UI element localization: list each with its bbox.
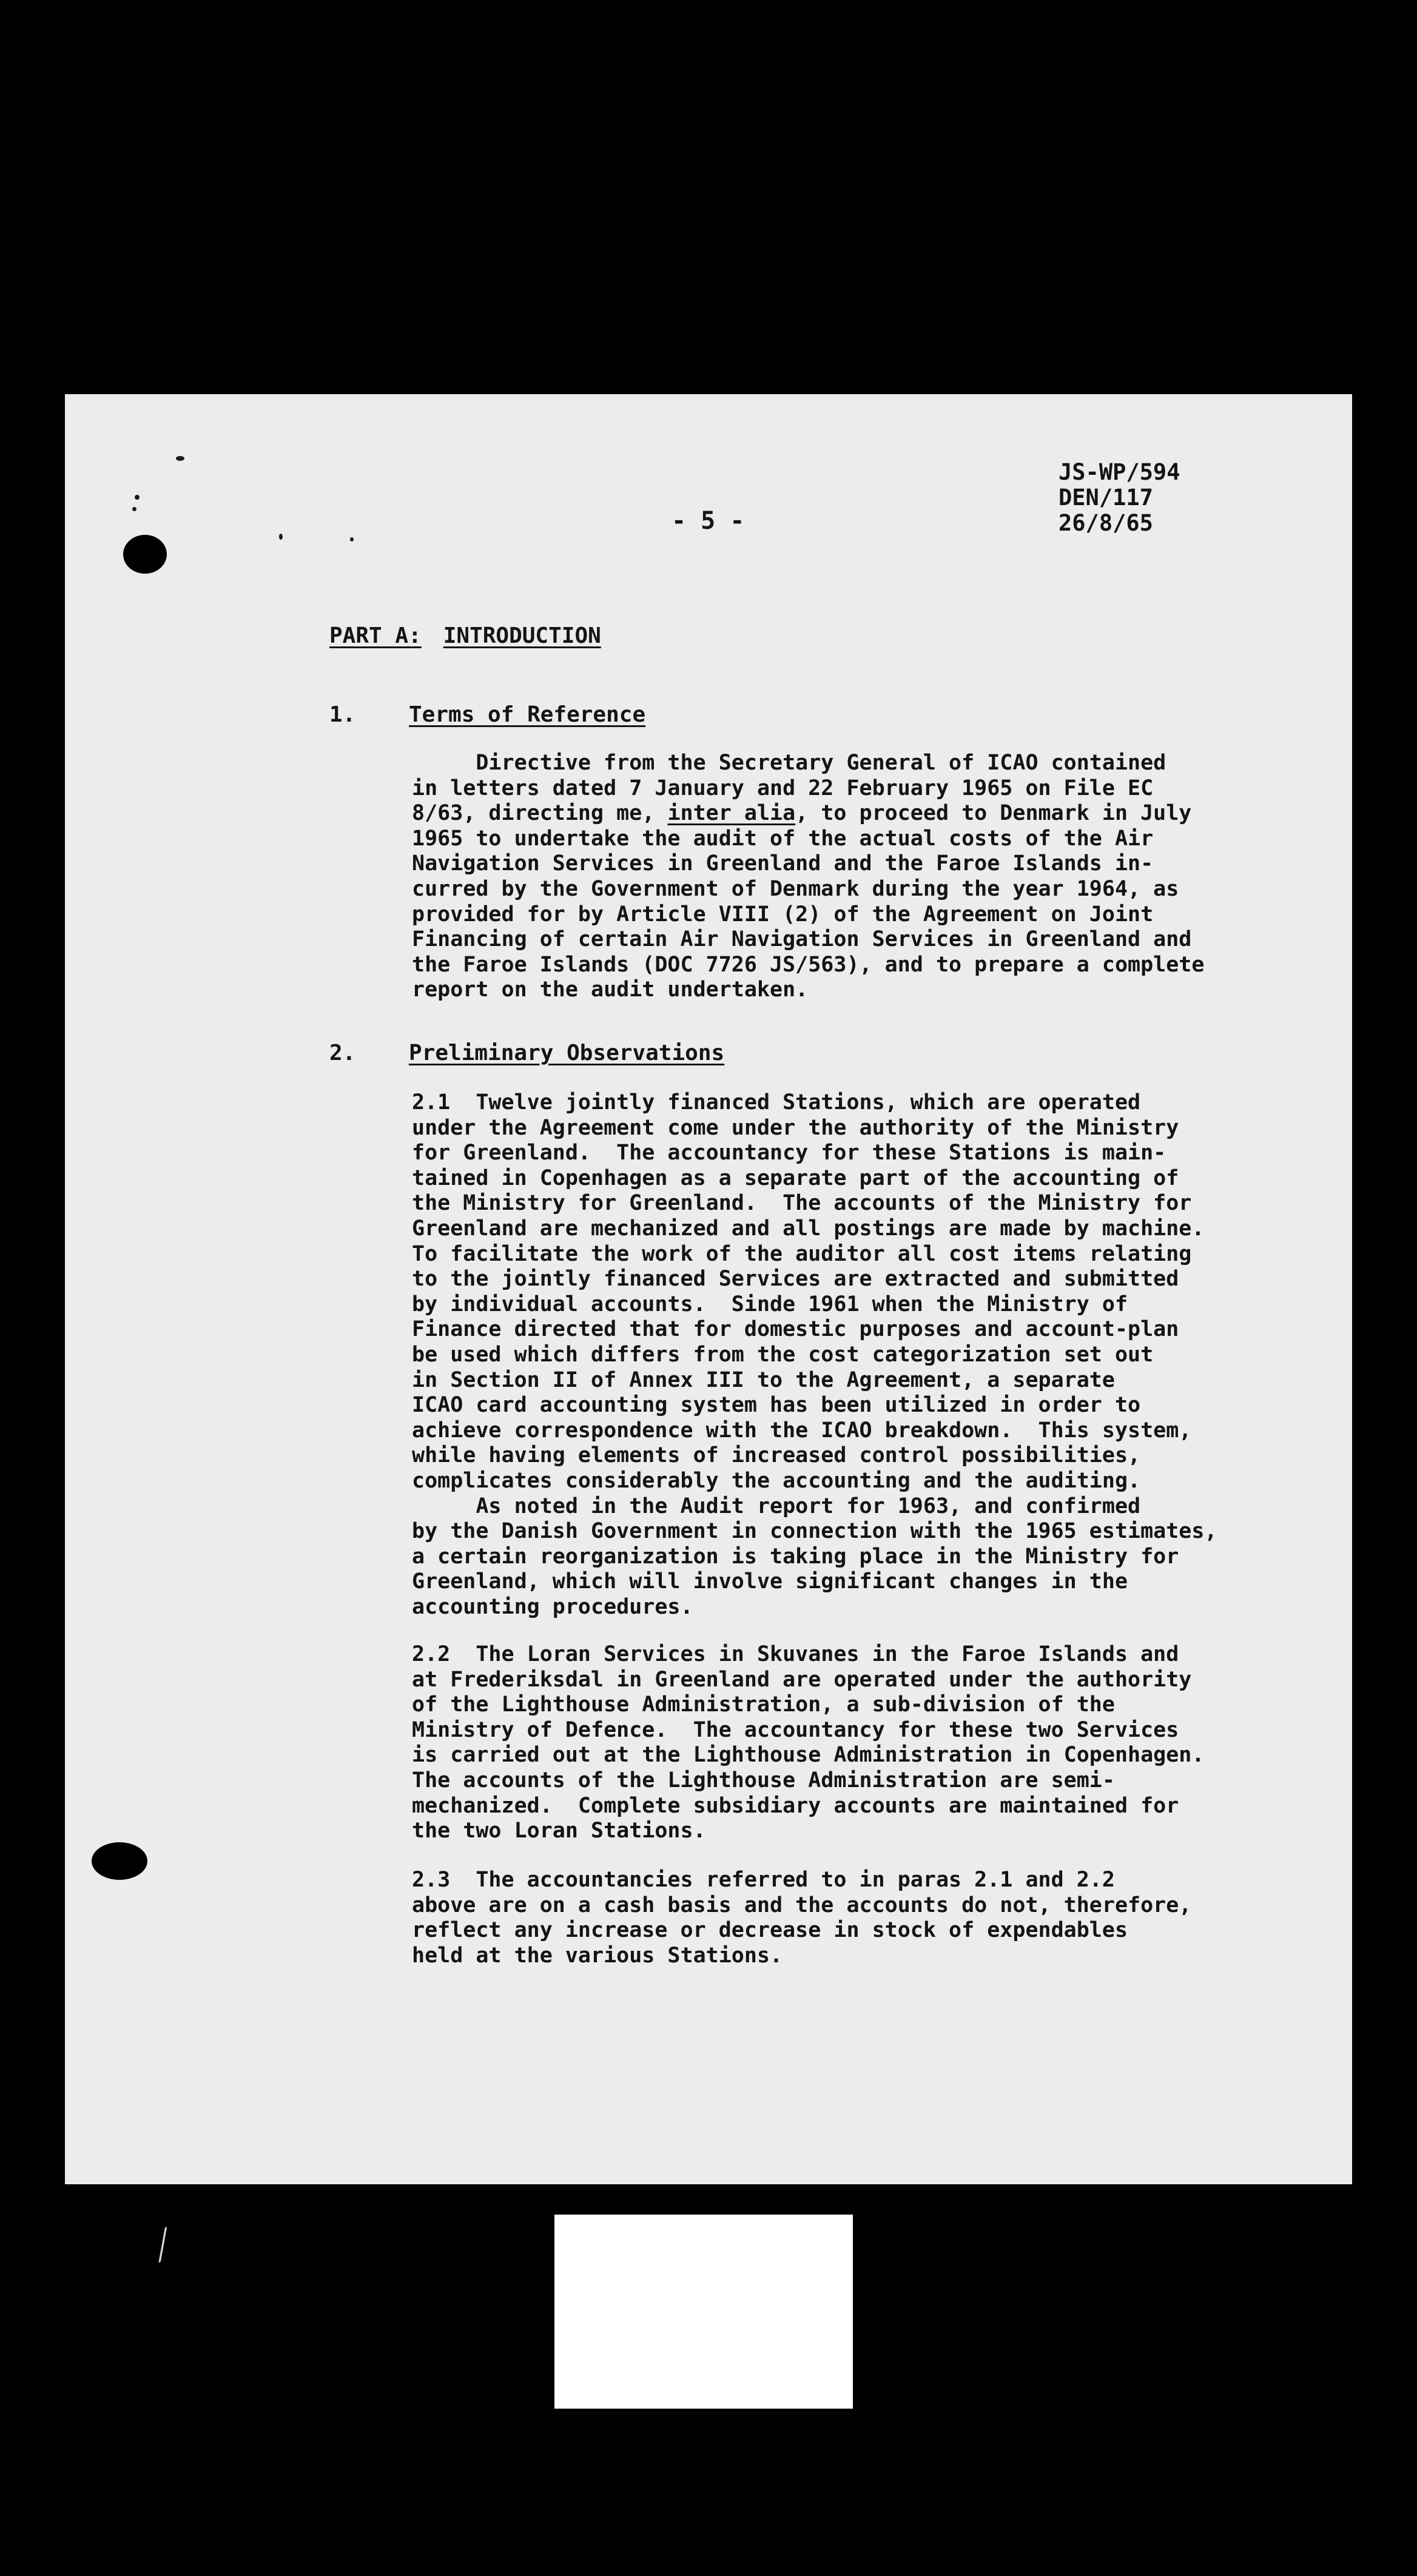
text-line: accounting procedures. xyxy=(412,1594,693,1619)
text-line: The accounts of the Lighthouse Administration are semi- xyxy=(412,1768,1115,1793)
text-line: Finance directed that for domestic purposes and account-plan xyxy=(412,1317,1179,1342)
text-line xyxy=(412,801,1204,827)
paragraph-2-2 xyxy=(412,1642,1204,1844)
punch-hole-top xyxy=(123,535,167,574)
text-line: Financing of certain Air Navigation Services in Greenland and xyxy=(412,927,1192,952)
text-line: To facilitate the work of the auditor all cost items relating xyxy=(412,1241,1192,1266)
text-line: Greenland, which will involve significant changes in the xyxy=(412,1569,1128,1594)
text-line: by individual accounts. Sinde 1961 when the Ministry of xyxy=(412,1292,1128,1317)
scan-speck xyxy=(135,495,140,500)
text-line: Greenland are mechanized and all postings are made by machine. xyxy=(412,1216,1205,1241)
text-line: reflect any increase or decrease in stock of expendables xyxy=(412,1918,1128,1943)
text-fragment: , to proceed to Denmark in July xyxy=(795,801,1192,826)
text-fragment: 8/63, directing me, xyxy=(412,801,668,826)
text-line: the two Loran Stations. xyxy=(412,1819,706,1843)
text-line: 1965 to undertake the audit of the actual costs of the Air xyxy=(412,826,1154,851)
text-line: As noted in the Audit report for 1963, and confirmed xyxy=(412,1494,1141,1518)
text-line: 2.1 Twelve jointly financed Stations, which are operated xyxy=(412,1090,1141,1115)
scan-speck xyxy=(350,537,354,542)
text-line: held at the various Stations. xyxy=(412,1943,783,1968)
paragraph-terms-of-reference xyxy=(412,751,1204,1003)
text-line: a certain reorganization is taking place in the Ministry for xyxy=(412,1544,1179,1569)
section-number: 1. xyxy=(329,702,356,727)
text-line: of the Lighthouse Administration, a sub-division of the xyxy=(412,1692,1115,1717)
text-line: in letters dated 7 January and 22 February 1965 on File EC xyxy=(412,776,1154,800)
text-line: is carried out at the Lighthouse Administration in Copenhagen. xyxy=(412,1743,1205,1768)
section-number: 2. xyxy=(329,1041,356,1065)
reference-line: 26/8/65 xyxy=(1059,510,1153,536)
text-line: ICAO card accounting system has been utilized in order to xyxy=(412,1393,1141,1418)
text-line: above are on a cash basis and the accounts do not, therefore, xyxy=(412,1893,1192,1917)
paragraph-2-1 xyxy=(412,1090,1217,1620)
text-line: provided for by Article VIII (2) of the Agreement on Joint xyxy=(412,902,1154,927)
text-line: Directive from the Secretary General of ICAO contained xyxy=(412,751,1166,775)
emphasis-inter-alia: inter alia xyxy=(667,801,796,826)
section-title: Terms of Reference xyxy=(409,702,646,727)
part-label: PART A: xyxy=(329,623,422,648)
paragraph-2-3 xyxy=(412,1868,1191,1968)
text-line: while having elements of increased control possibilities, xyxy=(412,1443,1141,1468)
text-line: the Ministry for Greenland. The accounts of the Ministry for xyxy=(412,1191,1192,1216)
scan-speck xyxy=(176,456,184,461)
text-line: for Greenland. The accountancy for these Stations is main- xyxy=(412,1141,1166,1166)
page-number: - 5 - xyxy=(671,507,745,535)
text-line: complicates considerably the accounting and the auditing. xyxy=(412,1468,1141,1493)
text-line: tained in Copenhagen as a separate part of the accounting of xyxy=(412,1166,1179,1190)
text-line: to the jointly financed Services are extracted and submitted xyxy=(412,1267,1179,1292)
text-line: the Faroe Islands (DOC 7726 JS/563), and to prepare a complete xyxy=(412,952,1205,977)
text-line: 2.3 The accountancies referred to in paras 2.1 and 2.2 xyxy=(412,1868,1115,1892)
text-line: under the Agreement come under the authority of the Ministry xyxy=(412,1115,1179,1140)
blank-label-area xyxy=(554,2215,853,2409)
text-line: mechanized. Complete subsidiary accounts are maintained for xyxy=(412,1793,1179,1818)
text-line: 2.2 The Loran Services in Skuvanes in the Faroe Islands and xyxy=(412,1642,1179,1666)
part-title: INTRODUCTION xyxy=(443,623,601,648)
part-heading xyxy=(329,623,601,648)
punch-hole-bottom xyxy=(92,1842,147,1880)
text-line: by the Danish Government in connection with the 1965 estimates, xyxy=(412,1519,1217,1544)
scan-speck xyxy=(279,534,283,540)
text-line: curred by the Government of Denmark during the year 1964, as xyxy=(412,876,1179,901)
reference-line: DEN/117 xyxy=(1059,485,1153,511)
section-title: Preliminary Observations xyxy=(409,1041,725,1065)
reference-line: JS-WP/594 xyxy=(1059,459,1180,485)
text-line: report on the audit undertaken. xyxy=(412,978,809,1002)
text-line: be used which differs from the cost categorization set out xyxy=(412,1342,1154,1367)
text-line: Navigation Services in Greenland and the Faroe Islands in- xyxy=(412,851,1154,876)
document-page xyxy=(65,394,1352,2184)
scan-scratch: ⟋ xyxy=(141,2221,185,2270)
document-reference xyxy=(1059,460,1180,536)
text-line: in Section II of Annex III to the Agreement, a separate xyxy=(412,1367,1115,1392)
scan-speck xyxy=(132,507,136,511)
text-line: achieve correspondence with the ICAO breakdown. This system, xyxy=(412,1418,1192,1443)
text-line: at Frederiksdal in Greenland are operated under the authority xyxy=(412,1667,1192,1692)
text-line: Ministry of Defence. The accountancy for these two Services xyxy=(412,1717,1179,1742)
